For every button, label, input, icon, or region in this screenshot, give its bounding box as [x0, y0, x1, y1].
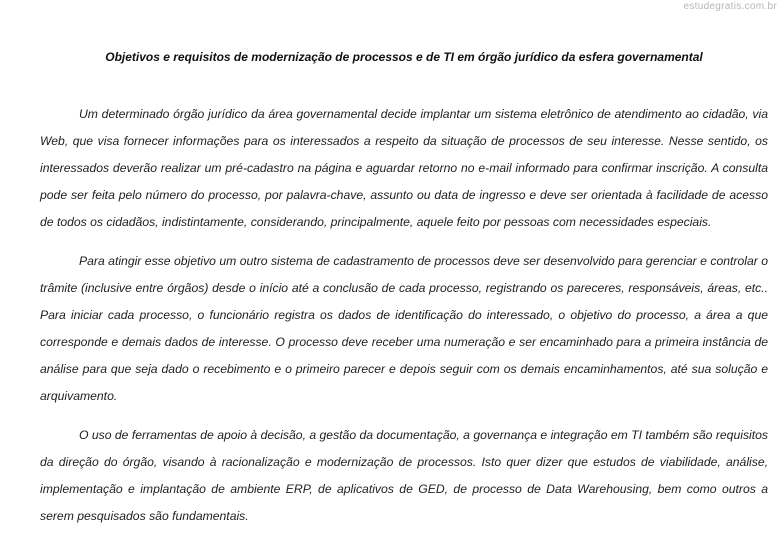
document-body: [40, 101, 768, 542]
paragraph-1: Um determinado órgão jurídico da área governamental decide implantar um sistema eletrônico de atendimento ao cidadão, via Web, que visa fornecer informações para os interessados a respeito da situação de processos de seu interesse. Nesse sentido, os interessados deverão realizar um pré-cadastro na página e aguardar retorno no e-mail informado para confirmar inscrição. A consulta pode ser feita pelo número do processo, por palavra-chave, assunto ou data de ingresso e deve ser orientada à facilidade de acesso de todos os cidadãos, indistintamente, considerando, principalmente, aquele feito por pessoas com necessidades especiais.: [40, 107, 768, 229]
site-watermark: estudegratis.com.br: [683, 1, 777, 12]
paragraph-3: O uso de ferramentas de apoio à decisão, a gestão da documentação, a governança e integração em TI também são requisitos da direção do órgão, visando à racionalização e modernização de processos. Isto quer dizer que estudos de viabilidade, análise, implementação e implantação de ambiente ERP, de aplicativos de GED, de processo de Data Warehousing, bem como outros a serem pesquisados são fundamentais.: [40, 428, 769, 523]
document-title: Objetivos e requisitos de modernização de processos e de TI em órgão jurídico da esfera governamental: [105, 50, 703, 64]
paragraph-2: Para atingir esse objetivo um outro sistema de cadastramento de processos deve ser desenvolvido para gerenciar e controlar o trâmite (inclusive entre órgãos) desde o início até a conclusão de cada processo, registrando os pareceres, responsáveis, áreas, etc.. Para iniciar cada processo, o funcionário registra os dados de identificação do interessado, o objetivo do processo, a área a que corresponde e demais dados de interesse. O processo deve receber uma numeração e ser encaminhado para a primeira instância de análise para que seja dado o recebimento e o primeiro parecer e depois seguir com os demais encaminhamentos, até sua solução e arquivamento.: [40, 254, 768, 403]
